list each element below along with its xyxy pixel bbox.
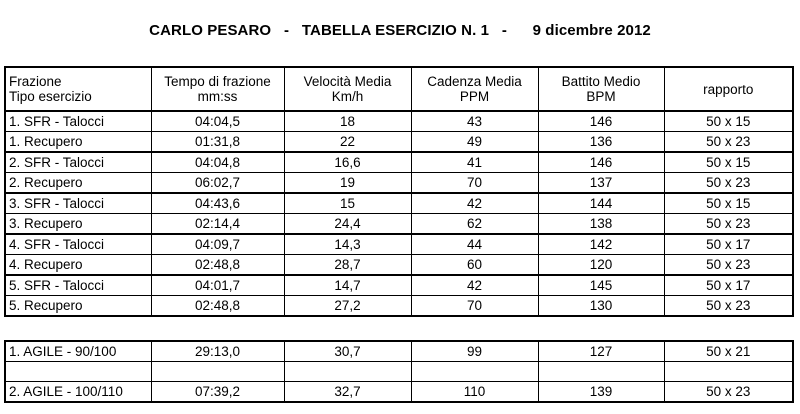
- battito-cell: 127: [538, 341, 664, 362]
- exercise-table: [4, 66, 794, 317]
- velocita-cell: 28,7: [284, 255, 411, 276]
- header-line-1: Tempo di frazione: [164, 74, 271, 89]
- header-line-2: Km/h: [331, 89, 364, 104]
- rapporto-cell: 50 x 15: [664, 193, 793, 214]
- battito-cell: 142: [538, 234, 664, 255]
- velocita-cell: 24,4: [284, 214, 411, 235]
- header-line-2: BPM: [586, 89, 616, 104]
- frazione-cell: 1. SFR - Talocci: [5, 111, 151, 132]
- table-row: [5, 152, 793, 173]
- header-line-2: PPM: [459, 89, 490, 104]
- rapporto-cell: 50 x 23: [664, 255, 793, 276]
- table-row: [5, 362, 793, 382]
- cadenza-cell: 44: [411, 234, 538, 255]
- rapporto-cell: 50 x 17: [664, 275, 793, 296]
- rapporto-cell: 50 x 23: [664, 132, 793, 153]
- battito-cell: 146: [538, 152, 664, 173]
- table-row: [5, 111, 793, 132]
- battito-cell: [538, 362, 664, 382]
- agile-table: [4, 340, 794, 403]
- rapporto-cell: 50 x 23: [664, 382, 793, 403]
- page-title: CARLO PESARO - TABELLA ESERCIZIO N. 1 - 9 dicembre 2012: [149, 22, 651, 39]
- frazione-cell: 4. SFR - Talocci: [5, 234, 151, 255]
- tempo-cell: 06:02,7: [151, 173, 284, 194]
- header-line-1: Velocità Media: [303, 74, 392, 89]
- frazione-cell: [5, 362, 151, 382]
- frazione-cell: 5. Recupero: [5, 296, 151, 317]
- cadenza-cell: 60: [411, 255, 538, 276]
- tempo-cell: 02:48,8: [151, 296, 284, 317]
- cadenza-cell: 62: [411, 214, 538, 235]
- cadenza-cell: [411, 362, 538, 382]
- tempo-cell: 01:31,8: [151, 132, 284, 153]
- velocita-cell: 27,2: [284, 296, 411, 317]
- velocita-cell: 19: [284, 173, 411, 194]
- battito-cell: 145: [538, 275, 664, 296]
- frazione-cell: 4. Recupero: [5, 255, 151, 276]
- rapporto-cell: 50 x 23: [664, 214, 793, 235]
- battito-cell: 130: [538, 296, 664, 317]
- cadenza-cell: 42: [411, 275, 538, 296]
- battito-cell: 146: [538, 111, 664, 132]
- header-line-2: Tipo esercizio: [9, 89, 92, 104]
- rapporto-cell: 50 x 23: [664, 296, 793, 317]
- tempo-cell: 04:04,8: [151, 152, 284, 173]
- rapporto-cell: 50 x 15: [664, 111, 793, 132]
- frazione-cell: 5. SFR - Talocci: [5, 275, 151, 296]
- frazione-cell: 3. SFR - Talocci: [5, 193, 151, 214]
- tempo-cell: 07:39,2: [151, 382, 284, 403]
- table-row: [5, 275, 793, 296]
- table-row: [5, 255, 793, 276]
- header-line-1: Cadenza Media: [427, 74, 522, 89]
- header-cadenza: [411, 67, 538, 111]
- tempo-cell: 29:13,0: [151, 341, 284, 362]
- header-line-1: Battito Medio: [561, 74, 641, 89]
- velocita-cell: 14,7: [284, 275, 411, 296]
- cadenza-cell: 70: [411, 173, 538, 194]
- tempo-cell: 02:48,8: [151, 255, 284, 276]
- tempo-cell: 04:01,7: [151, 275, 284, 296]
- cadenza-cell: 43: [411, 111, 538, 132]
- rapporto-cell: 50 x 17: [664, 234, 793, 255]
- velocita-cell: 32,7: [284, 382, 411, 403]
- velocita-cell: 22: [284, 132, 411, 153]
- rapporto-cell: [664, 362, 793, 382]
- battito-cell: 120: [538, 255, 664, 276]
- table-row: [5, 341, 793, 362]
- battito-cell: 144: [538, 193, 664, 214]
- table-row: [5, 214, 793, 235]
- battito-cell: 137: [538, 173, 664, 194]
- battito-cell: 136: [538, 132, 664, 153]
- frazione-cell: 1. Recupero: [5, 132, 151, 153]
- rapporto-cell: 50 x 23: [664, 173, 793, 194]
- velocita-cell: [284, 362, 411, 382]
- table-row: [5, 382, 793, 403]
- header-line-2: mm:ss: [197, 89, 238, 104]
- header-tempo: [151, 67, 284, 111]
- velocita-cell: 16,6: [284, 152, 411, 173]
- rapporto-cell: 50 x 21: [664, 341, 793, 362]
- frazione-cell: 1. AGILE - 90/100: [5, 341, 151, 362]
- header-frazione: [5, 67, 151, 111]
- tempo-cell: 04:43,6: [151, 193, 284, 214]
- table-row: [5, 193, 793, 214]
- frazione-cell: 2. SFR - Talocci: [5, 152, 151, 173]
- cadenza-cell: 70: [411, 296, 538, 317]
- velocita-cell: 15: [284, 193, 411, 214]
- header-line-1: rapporto: [703, 81, 754, 97]
- table-row: [5, 173, 793, 194]
- header-battito: [538, 67, 664, 111]
- tempo-cell: 02:14,4: [151, 214, 284, 235]
- table-row: [5, 234, 793, 255]
- tempo-cell: [151, 362, 284, 382]
- tempo-cell: 04:04,5: [151, 111, 284, 132]
- velocita-cell: 30,7: [284, 341, 411, 362]
- cadenza-cell: 42: [411, 193, 538, 214]
- frazione-cell: 3. Recupero: [5, 214, 151, 235]
- cadenza-cell: 41: [411, 152, 538, 173]
- frazione-cell: 2. AGILE - 100/110: [5, 382, 151, 403]
- velocita-cell: 18: [284, 111, 411, 132]
- tempo-cell: 04:09,7: [151, 234, 284, 255]
- velocita-cell: 14,3: [284, 234, 411, 255]
- table-row: [5, 132, 793, 153]
- header-row: [5, 67, 793, 111]
- battito-cell: 139: [538, 382, 664, 403]
- cadenza-cell: 110: [411, 382, 538, 403]
- table-row: [5, 296, 793, 317]
- header-line-1: Frazione: [9, 74, 62, 89]
- rapporto-cell: 50 x 15: [664, 152, 793, 173]
- header-velocita: [284, 67, 411, 111]
- header-rapporto: [664, 67, 793, 111]
- cadenza-cell: 49: [411, 132, 538, 153]
- battito-cell: 138: [538, 214, 664, 235]
- cadenza-cell: 99: [411, 341, 538, 362]
- frazione-cell: 2. Recupero: [5, 173, 151, 194]
